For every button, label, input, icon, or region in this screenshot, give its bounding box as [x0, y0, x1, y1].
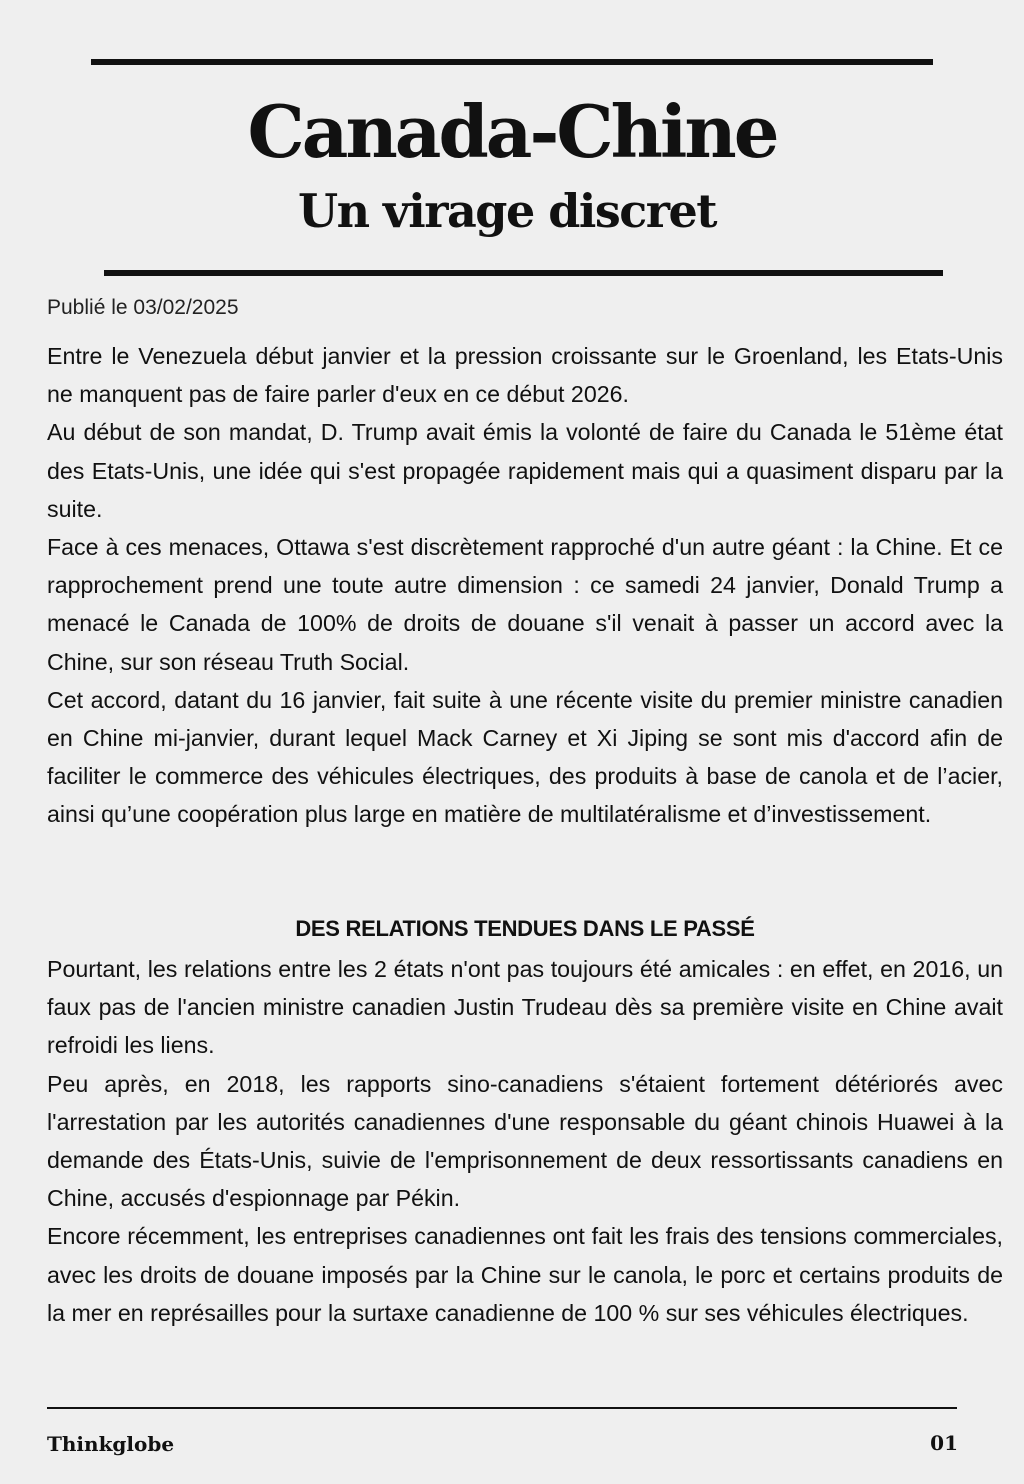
footer-brand: Thinkglobe — [47, 1432, 175, 1456]
article-paragraph: Peu après, en 2018, les rapports sino-canadiens s'étaient fortement détériorés avec l'arrestation par les autorités canadiennes d'une responsable du géant chinois Huawei à la demande des États-Unis, suivie de l'emprisonnement de deux ressortissants canadiens en Chine, accusés d'espionnage par Pékin. — [47, 1070, 1003, 1212]
article-paragraph: Entre le Venezuela début janvier et la pression croissante sur le Groenland, les Etats-Unis ne manquent pas de faire parler d'eux en ce début 2026. — [47, 343, 1003, 408]
article-paragraph: Face à ces menaces, Ottawa s'est discrètement rapproché d'un autre géant : la Chine. Et ce rapprochement prend une toute autre dimension : ce samedi 24 janvier, Donald Trump a menacé le Canada de 100% de droits de douane s'il venait à passer un accord avec la Chine, sur son réseau Truth Social. — [47, 534, 1003, 675]
page-title: Canada-Chine — [247, 89, 777, 174]
article-paragraph: Encore récemment, les entreprises canadiennes ont fait les frais des tensions commerciales, avec les droits de douane imposés par la Chine sur le canola, le porc et certains produits de la mer en représailles pour la surtaxe canadienne de 100 % sur ses véhicules électriques. — [47, 1223, 1003, 1326]
header-divider — [104, 270, 943, 276]
article-paragraph: Pourtant, les relations entre les 2 états n'ont pas toujours été amicales : en effet, en 2016, un faux pas de l'ancien ministre canadien Justin Trudeau dès sa première visite en Chine avait refroidi les liens. — [47, 956, 1003, 1059]
publish-date: Publié le 03/02/2025 — [47, 296, 239, 319]
article-paragraph: Cet accord, datant du 16 janvier, fait suite à une récente visite du premier ministre canadien en Chine mi-janvier, durant lequel Mack Carney et Xi Jiping se sont mis d'accord afin de faciliter le commerce des véhicules électriques, des produits à base de canola et de l’acier, ainsi qu’une coopération plus large en matière de multilatéralisme et d’investissement. — [47, 686, 1003, 828]
article-paragraph: Au début de son mandat, D. Trump avait émis la volonté de faire du Canada le 51ème état des Etats-Unis, une idée qui s'est propagée rapidement mais qui a quasiment disparu par la suite. — [47, 419, 1003, 522]
top-divider — [91, 59, 933, 65]
article-section-past-relations — [47, 950, 1003, 1332]
article-section-intro — [47, 337, 1003, 834]
page-subtitle: Un virage discret — [297, 184, 717, 238]
section-heading: DES RELATIONS TENDUES DANS LE PASSÉ — [295, 916, 755, 941]
page-number: 01 — [930, 1431, 958, 1455]
footer-divider — [47, 1407, 957, 1409]
